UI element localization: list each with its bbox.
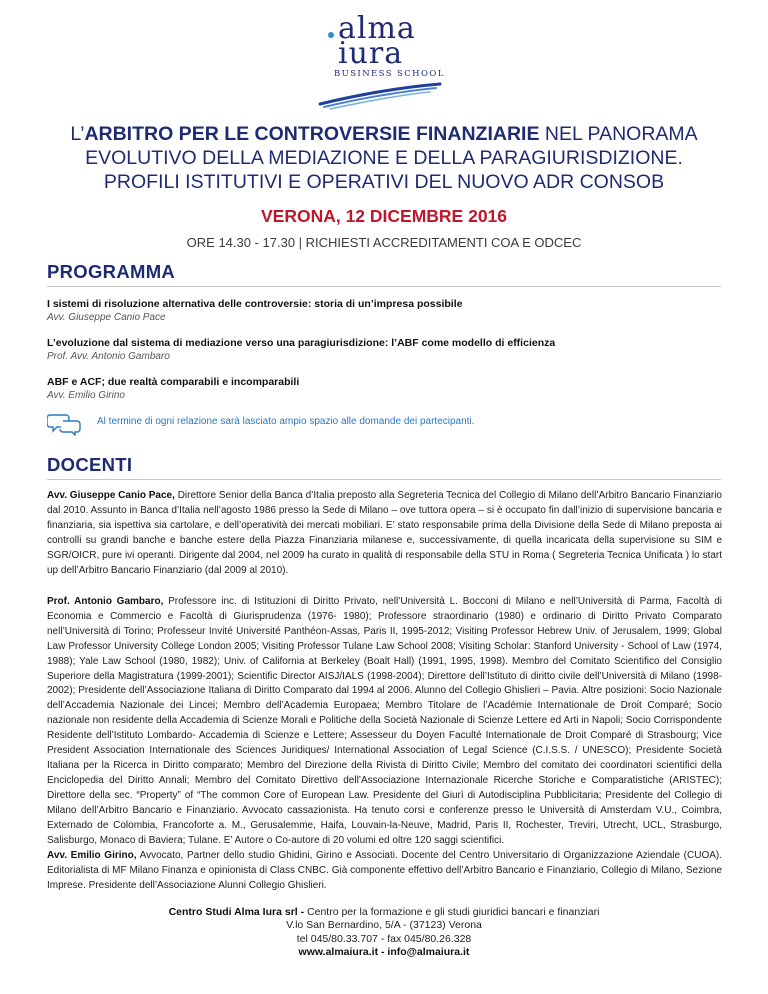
talk-item [47, 297, 727, 324]
logo-swoosh-icon [318, 82, 443, 112]
headline-line-2: EVOLUTIVO DELLA MEDIAZIONE E DELLA PARAGIURISDIZIONE. [85, 147, 683, 169]
programma-title: PROGRAMMA [47, 261, 176, 282]
bio-text: Direttore Senior della Banca d’Italia preposto alla Segreteria Tecnica del Collegio di Milano dell’Arbitro Bancario Finanziario dal 2010. Assunto in Banca d’Italia nell’agosto 1986 presso la Sede di Milano – ove tuttora opera – si è occupato fin dall’inizio di supervisione bancaria e finanziaria, sia ispettiva sia cartolare, e dell’operatività dei mercati mobiliari. E’ stato responsabile prima della Divisione della Sede di Milano preposta ai controlli su grandi banche e banche estere della Piazza Finanziaria milanese e, successivamente, di quella incaricata della supervisione su SIM e SGR/OICR, pure ivi operanti. Dirigente dal 2004, nel 2009 ha curato in qualità di responsabile della STU in Roma ( Segreteria Tecnica Unificata ) lo start up dell’Arbitro Bancario Finanziario (dal 2009 al 2010). [47, 490, 722, 576]
bio-pace [47, 489, 722, 578]
footer-org: Centro Studi Alma Iura srl - [168, 906, 305, 918]
section-divider [47, 479, 721, 480]
logo-tagline: BUSINESS SCHOOL [334, 69, 445, 79]
headline-prefix: L’ [70, 123, 85, 145]
section-divider [47, 286, 721, 287]
logo-word-alma: alma [338, 11, 416, 46]
bio-name: Avv. Emilio Girino, [47, 850, 137, 861]
talk-title: L’evoluzione dal sistema di mediazione verso una paragiurisdizione: l’ABF come modello di efficienza [47, 337, 556, 349]
footer-phone: tel 045/80.33.707 - fax 045/80.26.328 [296, 932, 472, 945]
bio-text: Professore inc. di Istituzioni di Diritto Privato, nell’Università L. Bocconi di Milano e nell’Università di Parma, Facoltà di Economia e Commercio e Facoltà di Giurisprudenza (1976- 1980); Professore straordinario (1980) e ordinario di Diritto Privato Comparato nell’Università di Torino; Professeur Invité Université Panthéon-Assas, Paris II, 1995-2012; Visiting Professor Hebrew Univ. of Jerusalem, 1999; Global Law Professor University College London 2005; Visiting Professor Tulane Law School 2008; Visiting Scholar: Stanford University - School of Law (1974, 1988); Yale Law School (1980, 1982); Univ. of California at Berkeley (Boalt Hall) (1991, 1995, 1998). Membro del Comitato Scientifico del Consiglio Superiore della Magistratura (1999-2001); Scientific Director AISJ/IALS (1998-2004); Direttore dell’Istituto di diritto civile dell’Università di Milano (1998-2002); Presidente dell’Associazione Italiana di Diritto Comparato dal 1994 al 2006. Alunno del Collegio Ghislieri – Pavia. Altre posizioni: Socio Nazionale dell’Accademia Nazionale dei Lincei; Membro dell’Academia Europaea; Membro Titolare de l’Académie Internationale de Droit Comparé; Socio nazionale non residente della Accademia di Scienze Morali e Politiche della Società Nazionale di Scienze Lettere ed Arti in Napoli; Socio Corrispondente Residente dell’Istituto Lombardo- Accademia di Scienze e Lettere; Assesseur du Doyen Faculté Internationale de Droit Comparé di Strasbourg; Vice President Association Internationale des Sciences Juridiques/ International Association of Legal Science (C.I.S.S. / UNESCO); Presidente Società Italiana per la Ricerca in Diritto comparato; Membro del Direzione della Rivista di Diritto Civile; Membro del comitato dei coordinatori scientifici della Enciclopedia del Diritto Annali; Membro del Comitato Direttivo dell’Associazione Internazionale Ricerche Storiche e Comparatistiche (ARISTEC); Direttore della sec. “Property” of “The common Core of European Law. Presidente del Giurì di Autodisciplina Pubblicitaria; Presidente del Collegio di Milano dell’Arbitro Bancario e Finanziario. Avvocato cassazionista. Ha tenuto corsi e conferenze presso le Università di Amsterdam V.U., Coimbra, Externado de Colombia, Francoforte a. M., Gerusalemme, Haifa, Louvain-la-Neuve, Madrid, Paris II, Rochester, Treviri, Utrecht, UCL, Strasburgo, Salisburgo, Monaco di Baviera; Tulane. E’ Autore o Co-autore di 20 volumi ed oltre 120 saggi scientifici. [47, 596, 722, 846]
bio-text: Avvocato, Partner dello studio Ghidini, Girino e Associati. Docente del Centro Universitario di Organizzazione Aziendale (CUOA). Editorialista di MF Milano Finanza e opinionista di Class CNBC. Già componente effettivo dell’Arbitro Bancario e Finanziario, Collegio di Milano, Sezione Imprese. Presidente dell’Associazione Alunni Collegio Ghislieri. [47, 850, 723, 891]
bio-name: Prof. Antonio Gambaro, [47, 596, 164, 607]
talk-item [47, 375, 727, 402]
bio-girino [47, 849, 722, 894]
speech-bubbles-icon [47, 412, 83, 436]
bio-name: Avv. Giuseppe Canio Pace, [47, 490, 175, 501]
docenti-title: DOCENTI [47, 454, 133, 475]
talk-item [47, 336, 727, 363]
footer [0, 906, 768, 960]
alma-iura-logo [0, 6, 768, 106]
talk-title: I sistemi di risoluzione alternativa delle controversie: storia di un’impresa possibile [47, 298, 463, 310]
qa-note [47, 412, 727, 436]
event-date: VERONA, 12 DICEMBRE 2016 [260, 206, 508, 226]
headline-rest: NEL PANORAMA [539, 123, 698, 145]
logo-word-iura: iura [338, 36, 404, 71]
talk-title: ABF e ACF; due realtà comparabili e incomparabili [47, 376, 300, 388]
footer-address: V.lo San Bernardino, 5/A - (37123) Verona [286, 919, 482, 932]
headline-bold: ARBITRO PER LE CONTROVERSIE FINANZIARIE [84, 123, 540, 145]
logo-dot-icon [328, 32, 334, 38]
talk-speaker: Avv. Giuseppe Canio Pace [47, 312, 166, 323]
footer-org-line [0, 906, 768, 919]
event-hours: ORE 14.30 - 17.30 | RICHIESTI ACCREDITAMENTI COA E ODCEC [186, 235, 582, 250]
headline-line-3: PROFILI ISTITUTIVI E OPERATIVI DEL NUOVO ADR CONSOB [103, 171, 665, 193]
headline-line-1 [30, 122, 738, 146]
bio-gambaro [47, 595, 722, 848]
talk-speaker: Prof. Avv. Antonio Gambaro [47, 351, 170, 362]
footer-web-link[interactable]: www.almaiura.it - info@almaiura.it [298, 946, 470, 959]
talk-speaker: Avv. Emilio Girino [47, 390, 125, 401]
footer-org-desc: Centro per la formazione e gli studi giuridici bancari e finanziari [304, 906, 600, 918]
qa-note-text: Al termine di ogni relazione sarà lasciato ampio spazio alle domande dei partecipanti. [97, 416, 475, 427]
event-headline [30, 122, 738, 194]
